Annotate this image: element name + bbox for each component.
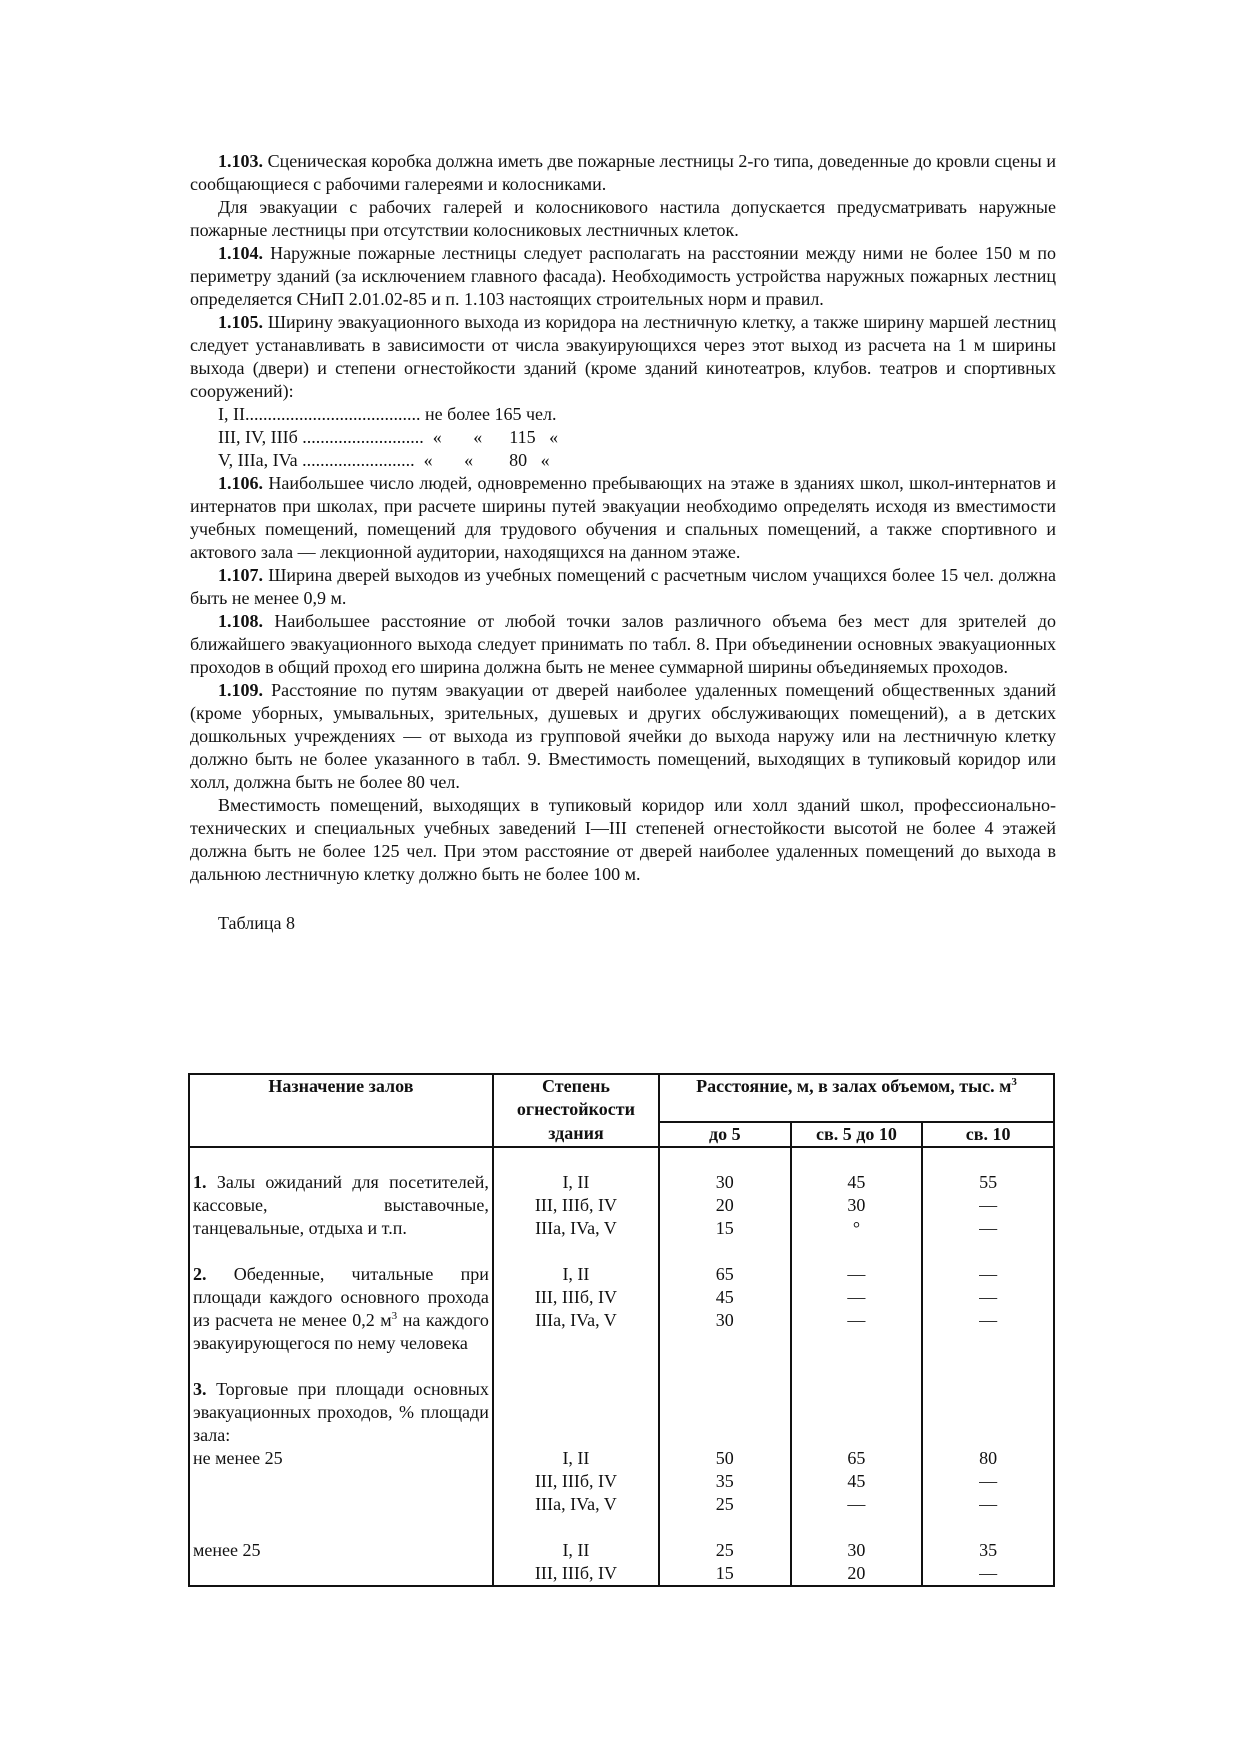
table-row: менее 25 I, II III, IIIб, IV 25 15 30 20 35 —: [189, 1539, 1054, 1586]
header-col-over-10: св. 10: [922, 1122, 1054, 1147]
row-3a-label: не менее 25: [189, 1447, 493, 1539]
header-col-up-to-5: до 5: [659, 1122, 791, 1147]
row-3b-label: менее 25: [189, 1539, 493, 1586]
paragraph-1-108: 1.108. Наибольшее расстояние от любой точки залов различного объема без мест для зрителей до ближайшего эвакуационного выхода следует принимать по табл. 8. При объединении основных эвакуационных проходов в общий проход его ширина должна быть не менее суммарной ширины объединяемых проходов.: [190, 611, 1056, 677]
table-caption: Таблица 8: [218, 913, 295, 933]
header-degree-cont: здания: [493, 1122, 659, 1147]
header-degree: Степень огнестойкости: [493, 1074, 659, 1122]
header-purpose-cont: [189, 1122, 493, 1147]
table-row: [189, 1378, 1054, 1447]
table-row: 2. Обеденные, читальные при площади каждого основного прохода из расчета не менее 0,2 $м^3$ на каждого эвакуирующегося по нему человека I, II III, IIIб, IV IIIa, IVa, V 65 45 30 — — — — — —: [189, 1263, 1054, 1378]
row-2-purpose: 2. Обеденные, читальные при площади каждого основного прохода из расчета не менее 0,2 $м^3$ на каждого эвакуирующегося по нему человека: [189, 1263, 493, 1378]
paragraph-1-105: 1.105. Ширину эвакуационного выхода из коридора на лестничную клетку, а также ширину маршей лестниц следует устанавливать в зависимости от числа эвакуирующихся через этот выход из расчета на 1 м ширины выхода (двери) и степени огнестойкости зданий (кроме зданий кинотеатров, клубов. театров и спортивных сооружений):: [190, 312, 1056, 401]
list-line-3: V, IIIa, IVa ......................... « « 80 «: [218, 450, 550, 470]
paragraph-1-107: 1.107. Ширина дверей выходов из учебных помещений с расчетным числом учащихся более 15 чел. должна быть не менее 0,9 м.: [190, 565, 1056, 608]
paragraph-1-103: 1.103. Сценическая коробка должна иметь две пожарные лестницы 2-го типа, доведенные до кровли сцены и сообщающиеся с рабочими галереями и колосниками.: [190, 151, 1056, 194]
table-row: не менее 25 I, II III, IIIб, IV IIIa, IVa, V 50 35 25 65 45 — 80 — —: [189, 1447, 1054, 1539]
paragraph-evacuation-galleries: Для эвакуации с рабочих галерей и колосникового настила допускается предусматривать наружные пожарные лестницы при отсутствии колосниковых лестничных клеток.: [190, 197, 1056, 240]
list-line-2: III, IV, IIIб ........................... « « 115 «: [218, 427, 559, 447]
document-body: [190, 150, 1056, 959]
paragraph-1-109: 1.109. Расстояние по путям эвакуации от дверей наиболее удаленных помещений общественных зданий (кроме уборных, умывальных, зрительных, душевых и других обслуживающих помещений), а в детских дошкольных учреждениях — от выхода из групповой ячейки до выхода наружу или на лестничную клетку должно быть не более указанного в табл. 9. Вместимость помещений, выходящих в тупиковый коридор или холл, должна быть не более 80 чел.: [190, 680, 1056, 792]
list-line-1: I, II....................................... не более 165 чел.: [218, 404, 557, 424]
paragraph-1-106: 1.106. Наибольшее число людей, одновременно пребывающих на этаже в зданиях школ, школ-интернатов и интернатов при школах, при расчете ширины путей эвакуации необходимо определять исходя из вместимости учебных помещений, помещений для трудового обучения и спальных помещений, а также спортивного и актового зала — лекционной аудитории, находящихся на данном этаже.: [190, 473, 1056, 562]
paragraph-schools-capacity: Вместимость помещений, выходящих в тупиковый коридор или холл зданий школ, профессионально-технических и специальных учебных заведений I—III степеней огнестойкости высотой не более 4 этажей должна быть не более 125 чел. При этом расстояние от дверей наиболее удаленных помещений до выхода в дальнюю лестничную клетку должно быть не более 100 м.: [190, 795, 1056, 884]
header-distance: Расстояние, м, в залах объемом, тыс. $м^3$: [659, 1074, 1054, 1098]
header-purpose: Назначение залов: [189, 1074, 493, 1122]
row-1-purpose: 1. Залы ожиданий для посетителей, кассовые, выставочные, танцевальные, отдыха и т.п.: [189, 1171, 493, 1263]
table-8: [188, 1073, 1055, 1587]
table-row: 1. Залы ожиданий для посетителей, кассовые, выставочные, танцевальные, отдыха и т.п. I, II III, IIIб, IV IIIa, IVa, V 30 20 15 45 30 ° 55 — —: [189, 1171, 1054, 1263]
header-col-5-to-10: св. 5 до 10: [791, 1122, 923, 1147]
paragraph-1-104: 1.104. Наружные пожарные лестницы следует располагать на расстоянии между ними не более 150 м по периметру зданий (за исключением главного фасада). Необходимость устройства наружных пожарных лестниц определяется СНиП 2.01.02-85 и п. 1.103 настоящих строительных норм и правил.: [190, 243, 1056, 309]
row-3-purpose: 3. Торговые при площади основных эвакуационных проходов, % площади зала:: [189, 1378, 493, 1447]
